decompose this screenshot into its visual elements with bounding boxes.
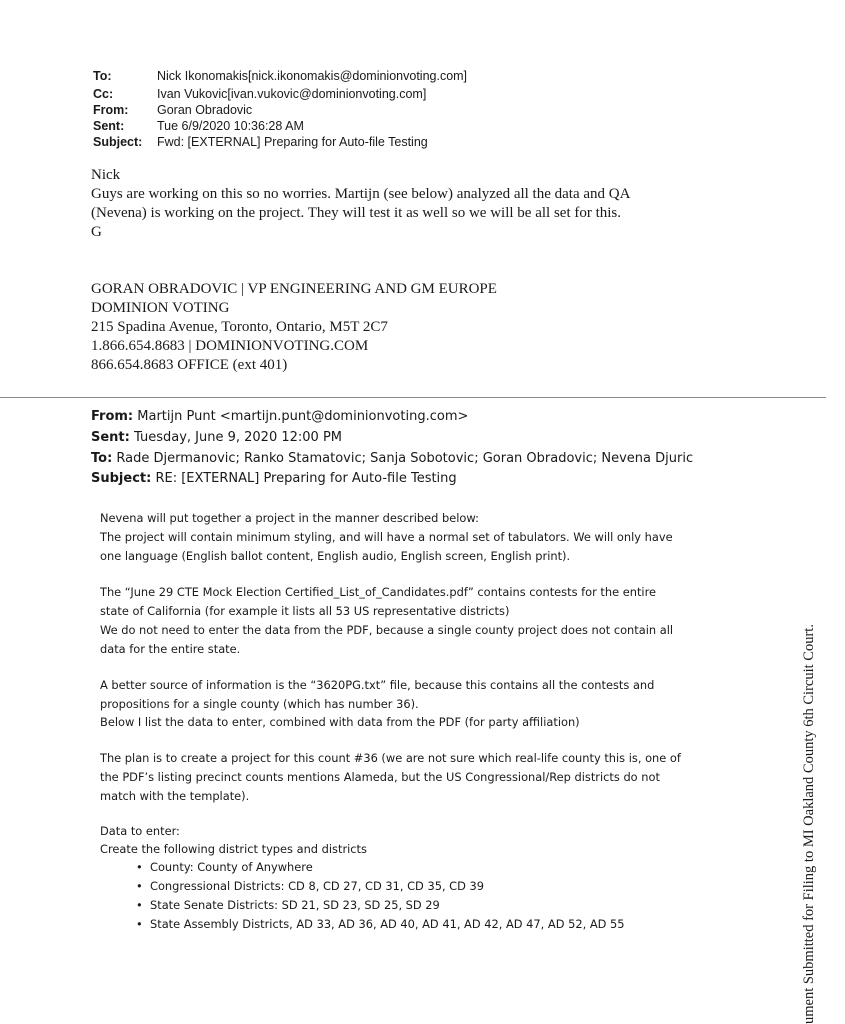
list-item: • State Senate Districts: SD 21, SD 23, SD 25, SD 29 xyxy=(136,896,625,915)
fwd-subject-value: RE: [EXTERNAL] Preparing for Auto-file Testing xyxy=(155,471,457,486)
message-line: (Nevena) is working on the project. They will test it as well so we will be all set for this. xyxy=(91,205,622,221)
to-label: To: xyxy=(93,69,112,83)
cc-value: Ivan Vukovic[ivan.vukovic@dominionvoting.com] xyxy=(157,87,427,101)
signature-address: 215 Spadina Avenue, Toronto, Ontario, M5T 2C7 xyxy=(91,319,388,335)
body-line: A better source of information is the “3620PG.txt” file, because this contains all the contests and xyxy=(100,678,655,692)
body-line: propositions for a single county (which has number 36). xyxy=(100,697,419,711)
fwd-from-row xyxy=(91,407,468,427)
fwd-to-row xyxy=(91,449,693,469)
fwd-sent-row xyxy=(91,428,342,448)
message-line: Guys are working on this so no worries. Martijn (see below) analyzed all the data and QA xyxy=(91,186,631,202)
fwd-from-label: From: xyxy=(91,409,134,424)
fwd-sent-label: Sent: xyxy=(91,430,130,445)
body-line: We do not need to enter the data from the PDF, because a single county project does not contain all xyxy=(100,623,674,637)
message-signoff: G xyxy=(91,224,102,240)
list-item: • County: County of Anywhere xyxy=(136,858,625,877)
from-label: From: xyxy=(93,103,129,117)
body-line: state of California (for example it lists all 53 US representative districts) xyxy=(100,604,510,618)
body-line: match with the template). xyxy=(100,789,250,803)
body-line: The project will contain minimum styling, and will have a normal set of tabulators. We will only have xyxy=(100,530,673,544)
sent-label: Sent: xyxy=(93,119,125,133)
signature-name-title: GORAN OBRADOVIC | VP ENGINEERING AND GM EUROPE xyxy=(91,281,497,297)
subject-label: Subject: xyxy=(93,135,143,149)
signature-phone-web: 1.866.654.8683 | DOMINIONVOTING.COM xyxy=(91,338,369,354)
cc-label: Cc: xyxy=(93,87,114,101)
list-item: • State Assembly Districts, AD 33, AD 36, AD 40, AD 41, AD 42, AD 47, AD 52, AD 55 xyxy=(136,915,625,934)
body-line: one language (English ballot content, English audio, English screen, English print). xyxy=(100,549,571,563)
fwd-sent-value: Tuesday, June 9, 2020 12:00 PM xyxy=(134,430,342,445)
body-line: Below I list the data to enter, combined with data from the PDF (for party affiliation) xyxy=(100,715,580,729)
divider xyxy=(0,397,826,398)
body-line: Nevena will put together a project in the manner described below: xyxy=(100,511,479,525)
fwd-from-value: Martijn Punt <martijn.punt@dominionvoting.com> xyxy=(137,409,469,424)
to-value: Nick Ikonomakis[nick.ikonomakis@dominionvoting.com] xyxy=(157,69,468,83)
sent-value: Tue 6/9/2020 10:36:28 AM xyxy=(157,119,304,133)
from-value: Goran Obradovic xyxy=(157,103,253,117)
district-list xyxy=(136,858,625,934)
fwd-subject-label: Subject: xyxy=(91,471,152,486)
message-greeting: Nick xyxy=(91,167,121,183)
subject-value: Fwd: [EXTERNAL] Preparing for Auto-file Testing xyxy=(157,135,428,149)
filing-stamp-text: ument Submitted for Filing to MI Oakland County 6th Circuit Court. xyxy=(801,624,817,1024)
fwd-subject-row xyxy=(91,469,457,489)
signature-company: DOMINION VOTING xyxy=(91,300,230,316)
signature-office: 866.654.8683 OFFICE (ext 401) xyxy=(91,357,288,373)
body-line: data for the entire state. xyxy=(100,642,241,656)
body-line: The “June 29 CTE Mock Election Certified_List_of_Candidates.pdf” contains contests for the entire xyxy=(100,585,657,599)
body-line: the PDF’s listing precinct counts mentions Alameda, but the US Congressional/Rep districts do not xyxy=(100,770,660,784)
fwd-to-label: To: xyxy=(91,451,113,466)
body-line: Data to enter: xyxy=(100,824,180,838)
body-line: The plan is to create a project for this count #36 (we are not sure which real-life county this is, one of xyxy=(100,751,681,765)
body-line: Create the following district types and districts xyxy=(100,842,367,856)
list-item: • Congressional Districts: CD 8, CD 27, CD 31, CD 35, CD 39 xyxy=(136,877,625,896)
fwd-to-value: Rade Djermanovic; Ranko Stamatovic; Sanja Sobotovic; Goran Obradovic; Nevena Djuric xyxy=(116,451,694,466)
